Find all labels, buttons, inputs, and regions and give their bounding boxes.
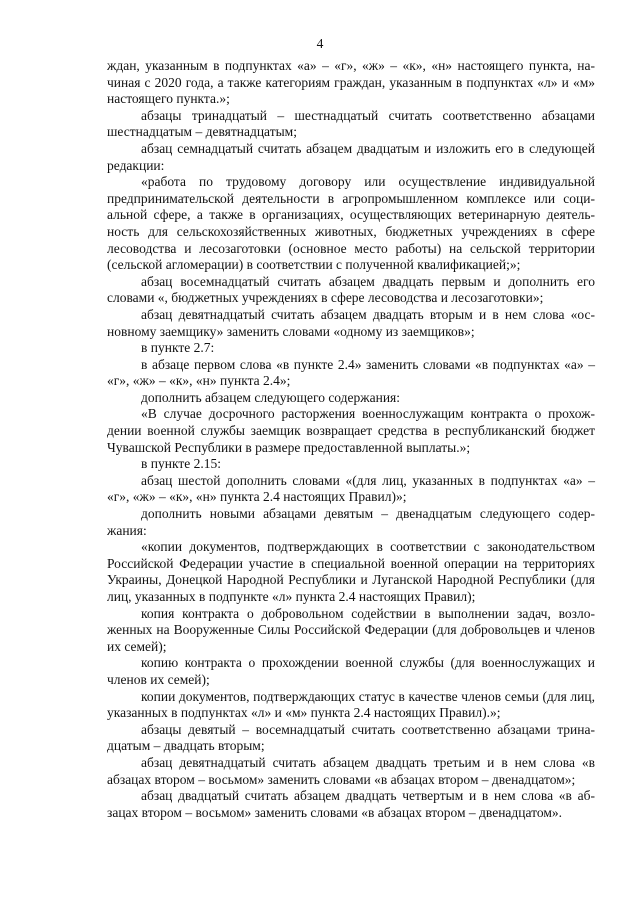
paragraph: копия контракта о добровольном содействии в выполнении задач, возложенных на Вооруженные Силы Российской Федерации (для добровольцев и членов их семей); [107, 605, 595, 654]
paragraph: дополнить новыми абзацами девятым – двенадцатым следующего содержания: [107, 506, 595, 538]
paragraph: абзац шестой дополнить словами «(для лиц, указанных в подпунктах «а» – «г», «ж» – «к», «н» пункта 2.4 настоящих Правил)»; [107, 472, 595, 505]
page-number: 4 [316, 36, 324, 51]
paragraph: абзацы тринадцатый – шестнадцатый считать соответственно абзацами шестнадцатым – девятнадцатым; [107, 107, 595, 140]
paragraph: в пункте 2.7: [141, 340, 215, 356]
paragraph: в абзаце первом слова «в пункте 2.4» заменить словами «в подпунктах «а» – «г», «ж» – «к», «н» пункта 2.4»; [107, 356, 595, 389]
paragraph: в пункте 2.15: [141, 456, 221, 472]
paragraph: «работа по трудовому договору или осуществление индивидуальной предпринимательской деятельности в агропромышленном комплексе или социальной сфере, а также в организациях, осуществляющих ветеринарную деятельность для сельскохозяйственных животных, бюджетных учреждениях в сфере лесоводства и лесозаготовки (основное место работы) на сельской территории (сельской агломерации) в соответствии с полученной квалификацией;»; [107, 174, 595, 273]
paragraph: копии документов, подтверждающих статус в качестве членов семьи (для лиц, указанных в подпунктах «л» и «м» пункта 2.4 настоящих Правил).»; [107, 688, 595, 721]
paragraph: ждан, указанным в подпунктах «а» – «г», «ж» – «к», «н» настоящего пункта, начиная с 2020 года, а также категориям граждан, указанным в подпунктах «л» и «м» настоящего пункта.»; [107, 58, 595, 107]
paragraph: дополнить абзацем следующего содержания: [141, 389, 401, 405]
paragraph: абзацы девятый – восемнадцатый считать соответственно абзацами тринадцатым – двадцать вторым; [107, 721, 595, 754]
document-body [107, 58, 595, 821]
paragraph: абзац девятнадцатый считать абзацем двадцать третьим и в нем слова «в абзацах втором – восьмом» заменить словами «в абзацах втором – двенадцатом»; [107, 754, 595, 787]
paragraph: абзац девятнадцатый считать абзацем двадцать вторым и в нем слова «основному заемщику» заменить словами «одному из заемщиков»; [107, 306, 595, 339]
paragraph: «В случае досрочного расторжения военнослужащим контракта о прохождении военной службы заемщик возвращает средства в республиканский бюджет Чувашской Республики в размере предоставленной выплаты.»; [107, 406, 595, 455]
paragraph: «копии документов, подтверждающих в соответствии с законодательством Российской Федерации участие в специальной военной операции на территориях Украины, Донецкой Народной Республики и Луганской Народной Республики (для лиц, указанных в подпункте «л» пункта 2.4 настоящих Правил); [107, 539, 595, 604]
paragraph: абзац семнадцатый считать абзацем двадцатым и изложить его в следующей редакции: [107, 140, 595, 173]
paragraph: абзац восемнадцатый считать абзацем двадцать первым и дополнить его словами «, бюджетных учреждениях в сфере лесоводства и лесозаготовки»; [107, 273, 595, 306]
paragraph: абзац двадцатый считать абзацем двадцать четвертым и в нем слова «в абзацах втором – восьмом» заменить словами «в абзацах втором – двенадцатом». [107, 788, 595, 820]
paragraph: копию контракта о прохождении военной службы (для военнослужащих и членов их семей); [107, 655, 595, 687]
